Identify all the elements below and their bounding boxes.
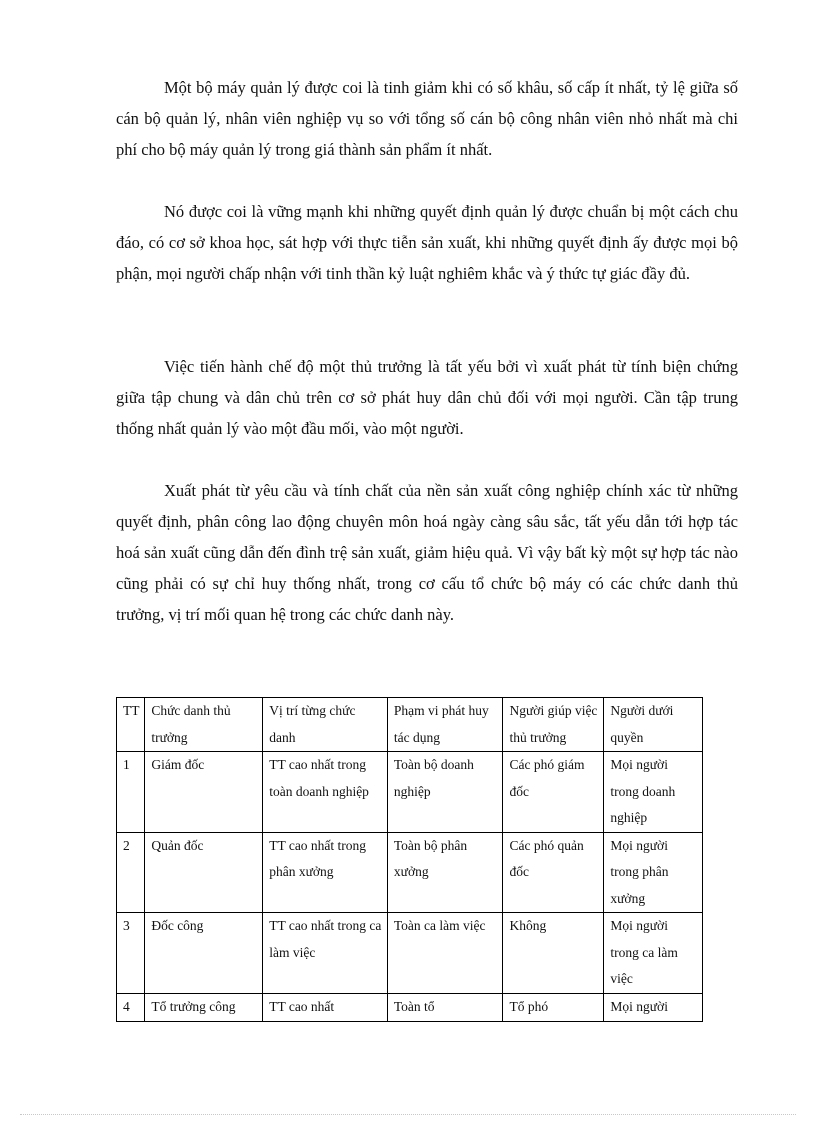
table-cell: Toàn tổ (387, 993, 503, 1021)
table-row (117, 832, 703, 913)
table-cell: Mọi người trong ca làm việc (604, 913, 703, 994)
table-header-row (117, 698, 703, 752)
table-cell: Đốc công (145, 913, 263, 994)
table-cell: TT cao nhất trong phân xưởng (263, 832, 388, 913)
table-cell: Quản đốc (145, 832, 263, 913)
leadership-roles-table (116, 697, 703, 1022)
paragraph-4: Xuất phát từ yêu cầu và tính chất của nền sản xuất công nghiệp chính xác từ những quyết định, phân công lao động chuyên môn hoá ngày càng sâu sắc, tất yếu dẫn tới hợp tác hoá sản xuất cũng dẫn đến đình trệ sản xuất, giảm hiệu quả. Vì vậy bất kỳ một sự hợp tác nào cũng phải có sự chỉ huy thống nhất, trong cơ cấu tổ chức bộ máy có các chức danh thủ trưởng, vị trí mối quan hệ trong các chức danh này. (116, 481, 738, 624)
header-scope: Phạm vi phát huy tác dụng (387, 698, 503, 752)
paragraph-3: Việc tiến hành chế độ một thủ trưởng là tất yếu bởi vì xuất phát từ tính biện chứng giữa tập chung và dân chủ trên cơ sở phát huy dân chủ đối với mọi người. Cần tập trung thống nhất quản lý vào một đầu mối, vào một người. (116, 357, 738, 438)
table-cell: Các phó giám đốc (503, 752, 604, 833)
page-bottom-divider (20, 1114, 796, 1115)
header-position: Vị trí từng chức danh (263, 698, 388, 752)
table-row (117, 913, 703, 994)
table-cell: Mọi người (604, 993, 703, 1021)
table-cell: Tổ phó (503, 993, 604, 1021)
table-cell: TT cao nhất trong toàn doanh nghiệp (263, 752, 388, 833)
table-cell: Mọi người trong phân xưởng (604, 832, 703, 913)
paragraph-2: Nó được coi là vững mạnh khi những quyết định quản lý được chuẩn bị một cách chu đáo, có cơ sở khoa học, sát hợp với thực tiễn sản xuất, khi những quyết định ấy được mọi bộ phận, mọi người chấp nhận với tinh thần kỷ luật nghiêm khắc và ý thức tự giác đầy đủ. (116, 202, 738, 283)
table-row (117, 752, 703, 833)
table-cell: 2 (117, 832, 145, 913)
header-tt: TT (117, 698, 145, 752)
header-assistants: Người giúp việc thủ trưởng (503, 698, 604, 752)
table-cell: TT cao nhất trong ca làm việc (263, 913, 388, 994)
paragraph-1: Một bộ máy quản lý được coi là tinh giảm khi có số khâu, số cấp ít nhất, tỷ lệ giữa số cán bộ quản lý, nhân viên nghiệp vụ so với tổng số cán bộ công nhân viên nhỏ nhất mà chi phí cho bộ máy quản lý trong giá thành sản phẩm ít nhất. (116, 78, 738, 159)
table-row (117, 993, 703, 1021)
table-cell: Toàn bộ doanh nghiệp (387, 752, 503, 833)
table-cell: Toàn ca làm việc (387, 913, 503, 994)
header-title: Chức danh thủ trưởng (145, 698, 263, 752)
table-cell: TT cao nhất (263, 993, 388, 1021)
header-subordinates: Người dưới quyền (604, 698, 703, 752)
table-cell: Giám đốc (145, 752, 263, 833)
table-cell: Toàn bộ phân xưởng (387, 832, 503, 913)
table-cell: 3 (117, 913, 145, 994)
table-cell: Mọi người trong doanh nghiệp (604, 752, 703, 833)
table-cell: 4 (117, 993, 145, 1021)
table-cell: 1 (117, 752, 145, 833)
table-cell: Tổ trưởng công (145, 993, 263, 1021)
table-cell: Các phó quản đốc (503, 832, 604, 913)
table-cell: Không (503, 913, 604, 994)
